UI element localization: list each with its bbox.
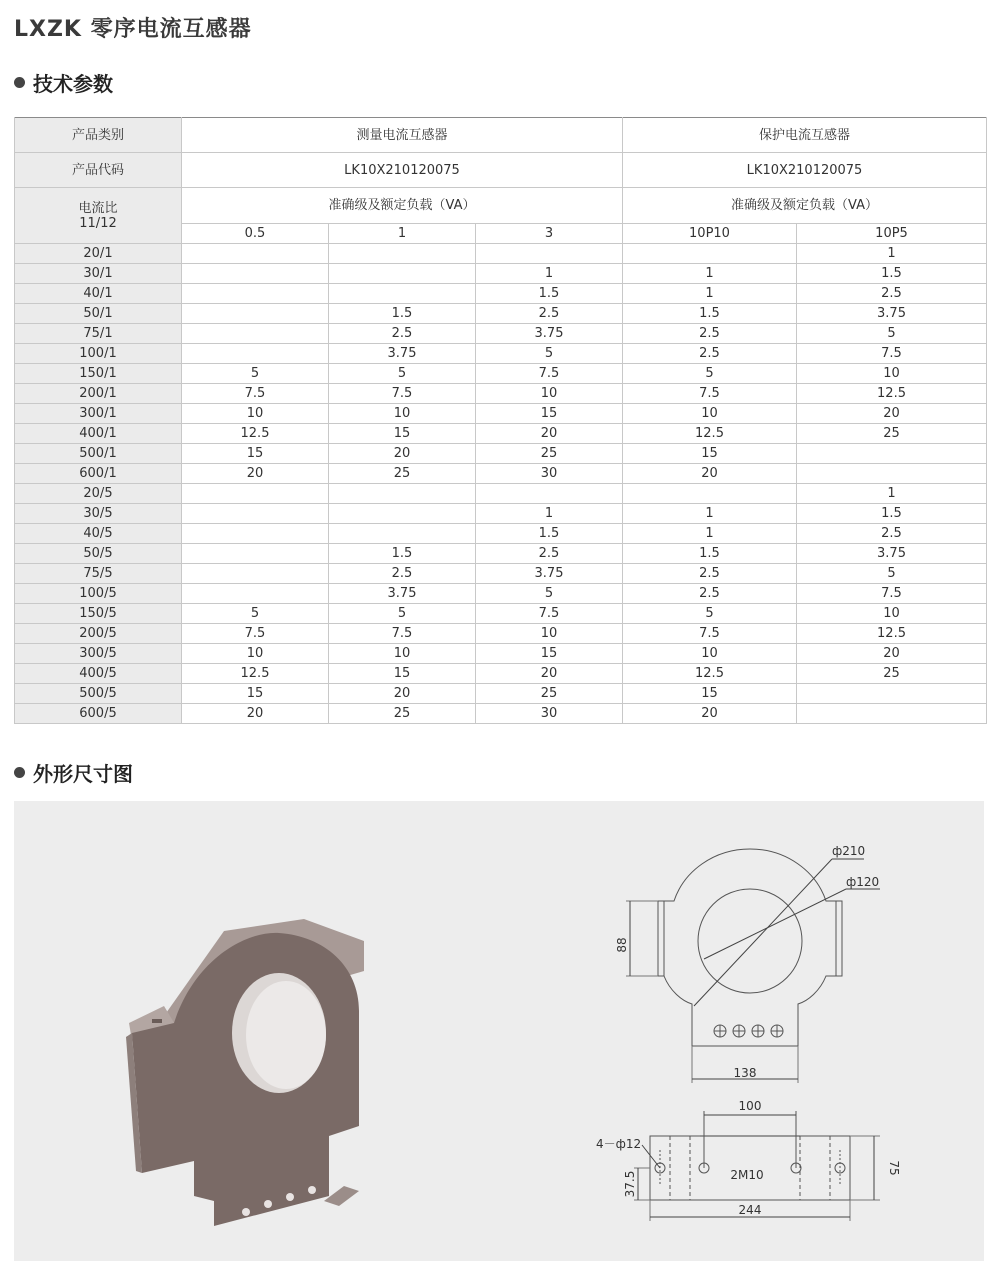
protect-load-cell: 准确级及额定负载（VA） xyxy=(623,188,987,224)
table-row xyxy=(15,284,987,304)
value-cell: 2.5 xyxy=(329,564,476,584)
section-heading-dimensions xyxy=(14,758,133,787)
product-image xyxy=(126,919,364,1226)
ratio-cell: 200/5 xyxy=(15,624,182,644)
value-cell: 2.5 xyxy=(797,284,987,304)
value-cell: 7.5 xyxy=(329,624,476,644)
value-cell: 5 xyxy=(797,564,987,584)
value-cell xyxy=(623,484,797,504)
value-cell: 30 xyxy=(476,464,623,484)
table-row xyxy=(15,344,987,364)
value-cell: 1 xyxy=(623,264,797,284)
table-row xyxy=(15,584,987,604)
value-cell: 1 xyxy=(623,504,797,524)
value-cell: 1.5 xyxy=(329,304,476,324)
bolt-hole-icon xyxy=(242,1208,250,1216)
value-cell: 1.5 xyxy=(476,524,623,544)
ratio-cell: 200/1 xyxy=(15,384,182,404)
value-cell: 20 xyxy=(182,704,329,724)
height-label: 88 xyxy=(615,937,629,953)
value-cell: 1.5 xyxy=(797,264,987,284)
value-cell: 5 xyxy=(623,364,797,384)
measure-code-cell: LK10X210120075 xyxy=(182,153,623,188)
value-cell: 5 xyxy=(476,344,623,364)
value-cell: 7.5 xyxy=(329,384,476,404)
value-cell: 25 xyxy=(797,664,987,684)
value-cell xyxy=(182,544,329,564)
value-cell xyxy=(329,284,476,304)
value-cell: 10 xyxy=(623,644,797,664)
value-cell: 3.75 xyxy=(797,304,987,324)
value-cell: 2.5 xyxy=(623,584,797,604)
bolt-hole-icon xyxy=(264,1200,272,1208)
value-cell: 15 xyxy=(182,684,329,704)
value-cell: 10 xyxy=(797,364,987,384)
value-cell: 2.5 xyxy=(623,324,797,344)
table-row xyxy=(15,264,987,284)
ratio-cell: 40/5 xyxy=(15,524,182,544)
value-cell: 1 xyxy=(623,524,797,544)
value-cell: 15 xyxy=(476,644,623,664)
table-row-load xyxy=(15,188,987,224)
ratio-cell: 20/1 xyxy=(15,244,182,264)
table-row xyxy=(15,664,987,684)
table-row-code xyxy=(15,153,987,188)
value-cell: 1.5 xyxy=(623,544,797,564)
value-cell xyxy=(182,524,329,544)
value-cell: 15 xyxy=(623,444,797,464)
value-cell xyxy=(797,464,987,484)
value-cell xyxy=(623,244,797,264)
value-cell: 10 xyxy=(476,384,623,404)
table-row xyxy=(15,364,987,384)
value-cell: 20 xyxy=(329,444,476,464)
value-cell: 7.5 xyxy=(182,624,329,644)
value-cell xyxy=(329,264,476,284)
value-cell: 15 xyxy=(329,664,476,684)
page-title: LXZK 零序电流互感器 xyxy=(14,17,252,42)
table-row xyxy=(15,564,987,584)
value-cell: 12.5 xyxy=(797,624,987,644)
section-heading-dimensions-label: 外形尺寸图 xyxy=(33,762,133,786)
inner-diameter-label: ф120 xyxy=(846,875,880,889)
value-cell: 1.5 xyxy=(329,544,476,564)
value-cell xyxy=(797,684,987,704)
value-cell xyxy=(329,504,476,524)
value-cell: 15 xyxy=(329,424,476,444)
value-cell: 5 xyxy=(329,364,476,384)
measure-type-cell: 测量电流互感器 xyxy=(182,118,623,153)
table-row xyxy=(15,444,987,464)
table-row xyxy=(15,544,987,564)
value-cell xyxy=(797,444,987,464)
value-cell: 10 xyxy=(329,404,476,424)
total-height-label: 75 xyxy=(887,1160,901,1176)
value-cell xyxy=(476,484,623,504)
table-row xyxy=(15,704,987,724)
value-cell: 20 xyxy=(797,644,987,664)
section-heading-specs xyxy=(14,68,113,97)
ratio-cell: 600/1 xyxy=(15,464,182,484)
ratio-cell: 20/5 xyxy=(15,484,182,504)
ratio-label-cell xyxy=(15,188,182,244)
value-cell: 15 xyxy=(476,404,623,424)
bolt-hole-icon xyxy=(308,1186,316,1194)
value-cell: 20 xyxy=(623,704,797,724)
value-cell: 1.5 xyxy=(623,304,797,324)
base-width-label: 138 xyxy=(733,1066,757,1080)
table-row xyxy=(15,684,987,704)
class-cell: 0.5 xyxy=(182,224,329,244)
ratio-cell: 500/1 xyxy=(15,444,182,464)
value-cell: 12.5 xyxy=(182,664,329,684)
bullet-icon xyxy=(14,767,25,778)
holes-label: 4－ф12 xyxy=(596,1137,642,1151)
value-cell: 7.5 xyxy=(182,384,329,404)
value-cell: 10 xyxy=(182,404,329,424)
value-cell: 10 xyxy=(623,404,797,424)
dimension-panel xyxy=(14,801,984,1261)
ratio-cell: 30/1 xyxy=(15,264,182,284)
table-row xyxy=(15,304,987,324)
value-cell: 25 xyxy=(476,444,623,464)
value-cell: 15 xyxy=(182,444,329,464)
value-cell: 7.5 xyxy=(476,604,623,624)
value-cell: 30 xyxy=(476,704,623,724)
value-cell: 20 xyxy=(797,404,987,424)
table-row xyxy=(15,644,987,664)
value-cell: 20 xyxy=(182,464,329,484)
table-row xyxy=(15,324,987,344)
total-width-label: 244 xyxy=(738,1203,762,1217)
side-height-label: 37.5 xyxy=(623,1170,637,1198)
value-cell: 7.5 xyxy=(476,364,623,384)
ratio-cell: 30/5 xyxy=(15,504,182,524)
ratio-cell: 400/5 xyxy=(15,664,182,684)
ratio-cell: 50/1 xyxy=(15,304,182,324)
value-cell: 25 xyxy=(797,424,987,444)
value-cell xyxy=(329,524,476,544)
value-cell: 25 xyxy=(329,464,476,484)
thread-label: 2M10 xyxy=(730,1168,764,1182)
class-cell: 1 xyxy=(329,224,476,244)
spec-table xyxy=(14,117,987,724)
value-cell: 20 xyxy=(476,664,623,684)
protect-code-cell: LK10X210120075 xyxy=(623,153,987,188)
ratio-cell: 75/1 xyxy=(15,324,182,344)
protect-type-cell: 保护电流互感器 xyxy=(623,118,987,153)
value-cell: 7.5 xyxy=(623,384,797,404)
value-cell: 5 xyxy=(623,604,797,624)
value-cell: 1 xyxy=(476,264,623,284)
table-row xyxy=(15,484,987,504)
outer-diameter-label: ф210 xyxy=(832,844,866,858)
value-cell: 12.5 xyxy=(182,424,329,444)
value-cell: 3.75 xyxy=(329,344,476,364)
ratio-cell: 100/1 xyxy=(15,344,182,364)
value-cell: 7.5 xyxy=(797,344,987,364)
ratio-cell: 100/5 xyxy=(15,584,182,604)
table-row xyxy=(15,424,987,444)
value-cell: 10 xyxy=(182,644,329,664)
value-cell: 12.5 xyxy=(797,384,987,404)
value-cell xyxy=(182,504,329,524)
measure-load-cell: 准确级及额定负载（VA） xyxy=(182,188,623,224)
value-cell: 2.5 xyxy=(476,304,623,324)
value-cell xyxy=(182,484,329,504)
table-row xyxy=(15,244,987,264)
table-row xyxy=(15,384,987,404)
value-cell xyxy=(182,324,329,344)
value-cell: 20 xyxy=(329,684,476,704)
value-cell: 5 xyxy=(329,604,476,624)
value-cell xyxy=(182,344,329,364)
ratio-cell: 300/5 xyxy=(15,644,182,664)
value-cell: 10 xyxy=(476,624,623,644)
ratio-label: 电流比 xyxy=(78,200,118,216)
value-cell: 20 xyxy=(623,464,797,484)
value-cell: 25 xyxy=(476,684,623,704)
value-cell: 20 xyxy=(476,424,623,444)
bolt-hole-icon xyxy=(286,1193,294,1201)
value-cell xyxy=(182,284,329,304)
value-cell: 3.75 xyxy=(797,544,987,564)
value-cell: 3.75 xyxy=(476,324,623,344)
value-cell: 15 xyxy=(623,684,797,704)
value-cell: 1.5 xyxy=(797,504,987,524)
value-cell: 2.5 xyxy=(623,344,797,364)
value-cell: 1.5 xyxy=(476,284,623,304)
section-heading-specs-label: 技术参数 xyxy=(33,72,113,96)
value-cell: 5 xyxy=(182,604,329,624)
table-row xyxy=(15,604,987,624)
value-cell: 7.5 xyxy=(623,624,797,644)
value-cell: 1 xyxy=(476,504,623,524)
class-cell: 3 xyxy=(476,224,623,244)
table-row xyxy=(15,624,987,644)
value-cell: 7.5 xyxy=(797,584,987,604)
value-cell xyxy=(329,244,476,264)
value-cell: 3.75 xyxy=(476,564,623,584)
value-cell: 2.5 xyxy=(797,524,987,544)
hole-span-label: 100 xyxy=(738,1099,762,1113)
table-row xyxy=(15,464,987,484)
ratio-cell: 75/5 xyxy=(15,564,182,584)
value-cell xyxy=(182,584,329,604)
value-cell: 1 xyxy=(797,244,987,264)
class-cell: 10P10 xyxy=(623,224,797,244)
value-cell: 2.5 xyxy=(329,324,476,344)
ratio-cell: 150/1 xyxy=(15,364,182,384)
ratio-cell: 400/1 xyxy=(15,424,182,444)
value-cell: 25 xyxy=(329,704,476,724)
ratio-sub-label: 11/12 xyxy=(79,215,117,231)
value-cell: 12.5 xyxy=(623,664,797,684)
category-label: 产品类别 xyxy=(15,118,182,153)
value-cell: 5 xyxy=(797,324,987,344)
value-cell xyxy=(182,264,329,284)
front-view-drawing xyxy=(626,849,880,1083)
table-row-category xyxy=(15,118,987,153)
value-cell: 5 xyxy=(182,364,329,384)
dimension-drawing xyxy=(14,801,984,1261)
ratio-cell: 600/5 xyxy=(15,704,182,724)
value-cell: 2.5 xyxy=(476,544,623,564)
ratio-cell: 300/1 xyxy=(15,404,182,424)
value-cell xyxy=(182,244,329,264)
value-cell: 5 xyxy=(476,584,623,604)
ratio-cell: 500/5 xyxy=(15,684,182,704)
class-cell: 10P5 xyxy=(797,224,987,244)
value-cell xyxy=(182,564,329,584)
value-cell xyxy=(329,484,476,504)
table-row xyxy=(15,404,987,424)
value-cell: 10 xyxy=(329,644,476,664)
code-label: 产品代码 xyxy=(15,153,182,188)
value-cell: 3.75 xyxy=(329,584,476,604)
ratio-cell: 50/5 xyxy=(15,544,182,564)
table-row xyxy=(15,504,987,524)
table-row xyxy=(15,524,987,544)
ratio-cell: 40/1 xyxy=(15,284,182,304)
value-cell xyxy=(476,244,623,264)
value-cell: 12.5 xyxy=(623,424,797,444)
value-cell: 10 xyxy=(797,604,987,624)
value-cell: 2.5 xyxy=(623,564,797,584)
ratio-cell: 150/5 xyxy=(15,604,182,624)
value-cell xyxy=(797,704,987,724)
value-cell: 1 xyxy=(797,484,987,504)
bullet-icon xyxy=(14,77,25,88)
value-cell: 1 xyxy=(623,284,797,304)
value-cell xyxy=(182,304,329,324)
